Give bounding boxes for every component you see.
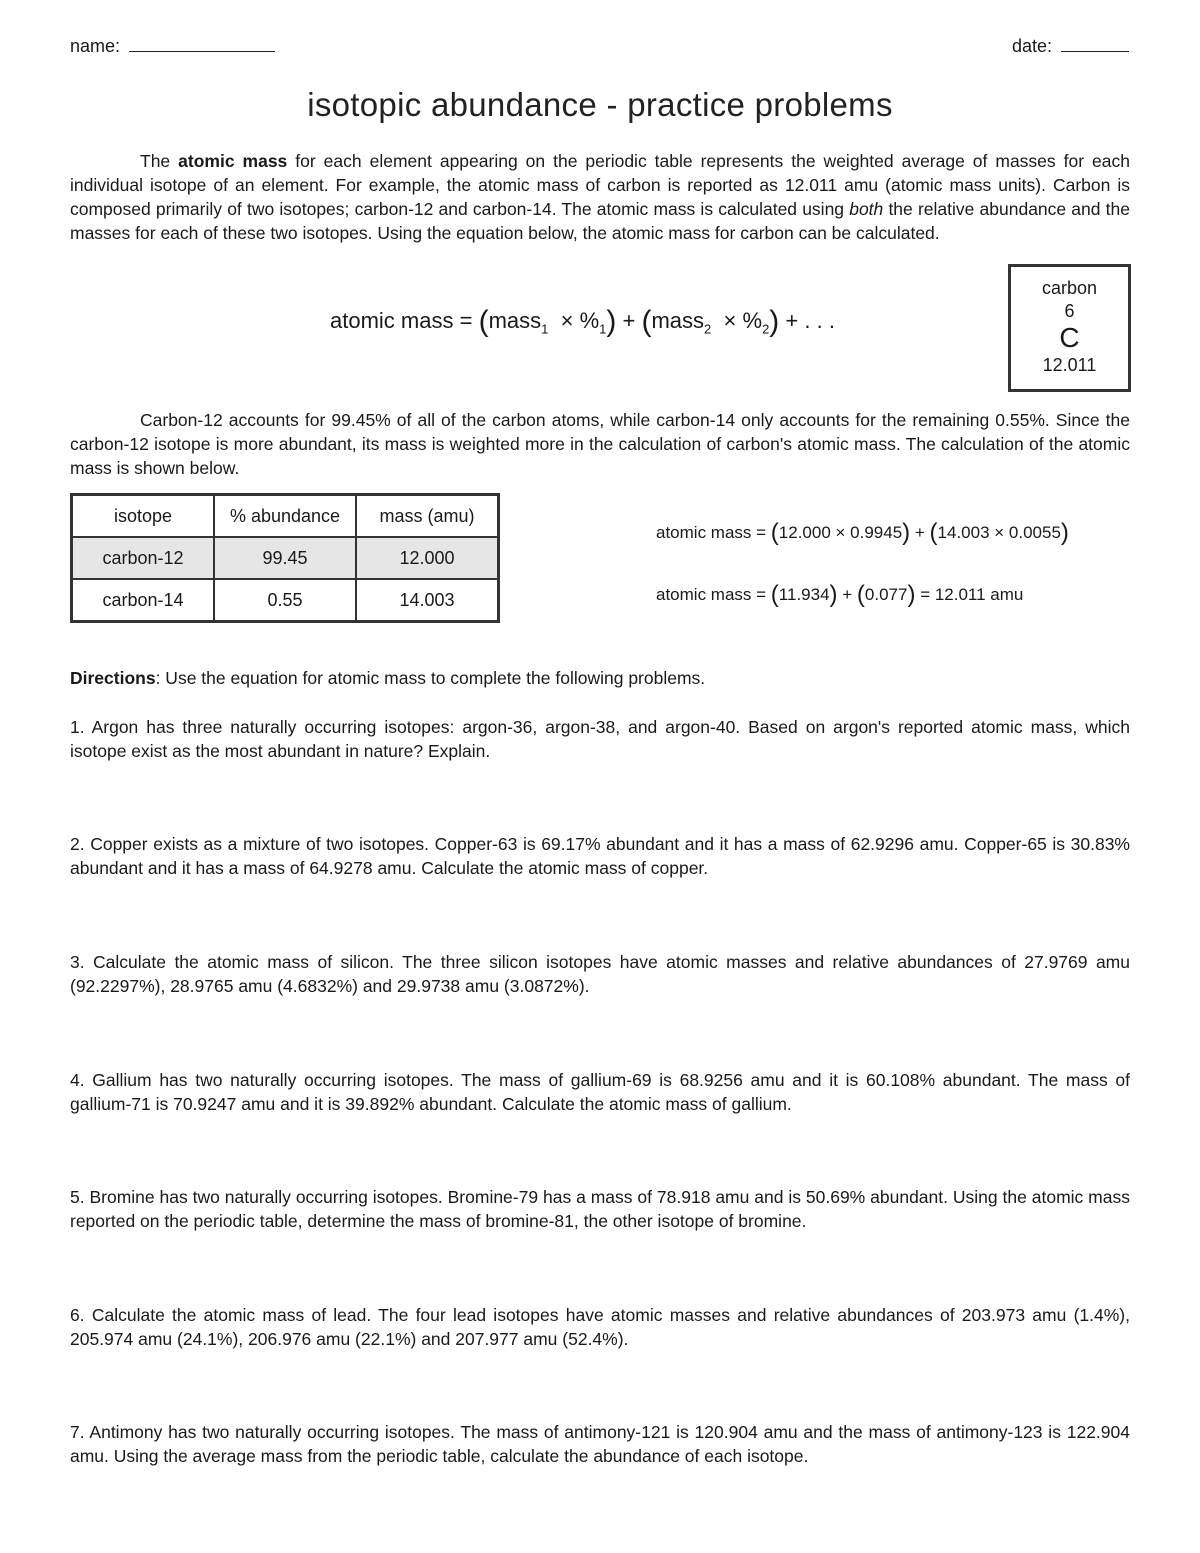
eq-percent2: % xyxy=(742,308,763,333)
eq-plus: + xyxy=(622,308,636,333)
eq-times2: × xyxy=(723,308,737,333)
calc1-term-a: 12.000 × 0.9945 xyxy=(778,523,903,542)
atomic-mass-equation: atomic mass = (mass$_1$ × $\%_1$) + (mass$_2$ × $\%_2$) + . . . xyxy=(330,305,835,338)
name-label: name: xyxy=(70,36,121,56)
calc1-term-b: 14.003 × 0.0055 xyxy=(937,523,1061,542)
calc2-lhs: atomic mass = xyxy=(656,585,767,604)
name-field xyxy=(70,36,275,57)
calc-line-1: atomic mass = (12.000 × 0.9945) + (14.003 × 0.0055) xyxy=(656,519,1069,546)
table-cell: 99.45 xyxy=(214,537,356,579)
eq-times1: × xyxy=(560,308,574,333)
eq-sub2: 2 xyxy=(704,321,712,337)
calc2-term-b: 0.077 xyxy=(864,585,908,604)
intro-paragraph xyxy=(70,149,1130,245)
intro-part1: The xyxy=(140,151,179,171)
intro-bold-term: atomic mass xyxy=(178,151,288,171)
table-cell: 12.000 xyxy=(356,537,499,579)
question-5: 5. Bromine has two naturally occurring isotopes. Bromine-79 has a mass of 78.918 amu and is 50.69% abundant. Using the atomic mass reported on the periodic table, determine the mass of bromine-81, the other isotope of bromine. xyxy=(70,1187,1130,1231)
directions-label: Directions xyxy=(70,668,156,688)
eq-mass2: mass xyxy=(651,308,705,333)
calc1-lhs: atomic mass = xyxy=(656,523,767,542)
eq-mass1: mass xyxy=(488,308,542,333)
question-1: 1. Argon has three naturally occurring isotopes: argon-36, argon-38, and argon-40. Based on argon's reported atomic mass, which isotope exist as the most abundant in nature? Explain. xyxy=(70,717,1130,761)
name-blank[interactable] xyxy=(129,37,275,52)
intro-part2: for each element appearing on the periodic table represents the weighted average of masses for each individual isotope of an element. For example, the atomic mass of carbon is reported as 12.011 amu (atomic mass units). Carbon is composed primarily of two isotopes; carbon-12 and carbon-14. The atomic mass is calculated using xyxy=(70,151,1130,219)
eq-ellipsis: + . . . xyxy=(785,308,835,333)
table-header-row xyxy=(72,495,499,538)
isotope-table xyxy=(70,493,500,623)
calc2-term-a: 11.934 xyxy=(778,585,830,604)
element-name: carbon xyxy=(1041,278,1098,298)
question-3: 3. Calculate the atomic mass of silicon. The three silicon isotopes have atomic masses and relative abundances of 27.9769 amu (92.2297%), 28.9765 amu (4.6832%) and 29.9738 amu (3.0872%). xyxy=(70,952,1130,996)
date-blank[interactable] xyxy=(1061,37,1129,52)
table-cell: carbon-14 xyxy=(72,579,215,622)
element-mass: 12.011 xyxy=(1042,355,1097,375)
table-header: isotope xyxy=(72,495,215,538)
page-title: isotopic abundance - practice problems xyxy=(307,86,893,123)
carbon-paragraph xyxy=(70,408,1130,480)
date-label: date: xyxy=(1012,36,1053,56)
eq-sub1b: 1 xyxy=(599,321,607,337)
directions-text: : Use the equation for atomic mass to complete the following problems. xyxy=(155,668,706,688)
carbon-element-tile xyxy=(1008,264,1131,392)
eq-lhs: atomic mass = xyxy=(330,308,473,333)
intro-part3: the relative abundance and the masses for each of these two isotopes. Using the equation below, the atomic mass for carbon can be calculated. xyxy=(70,199,1130,243)
question-4: 4. Gallium has two naturally occurring isotopes. The mass of gallium-69 is 68.9256 amu and it is 60.108% abundant. The mass of gallium-71 is 70.9247 amu and it is 39.892% abundant. Calculate the atomic mass of gallium. xyxy=(70,1070,1130,1114)
question-6: 6. Calculate the atomic mass of lead. The four lead isotopes have atomic masses and relative abundances of 203.973 amu (1.4%), 205.974 amu (24.1%), 206.976 amu (22.1%) and 207.977 amu (52.4%). xyxy=(70,1305,1130,1349)
eq-percent1: % xyxy=(579,308,600,333)
table-cell: 0.55 xyxy=(214,579,356,622)
eq-sub1: 1 xyxy=(541,321,549,337)
carbon-paragraph-text: Carbon-12 accounts for 99.45% of all of the carbon atoms, while carbon-14 only accounts for the remaining 0.55%. Since the carbon-12 isotope is more abundant, its mass is weighted more in the calculation of carbon's atomic mass. The calculation of the atomic mass is shown below. xyxy=(70,410,1130,478)
calc-line-2: atomic mass = (11.934) + (0.077) = 12.011 amu xyxy=(656,581,1024,608)
table-row xyxy=(72,579,499,622)
question-7: 7. Antimony has two naturally occurring isotopes. The mass of antimony-121 is 120.904 amu and the mass of antimony-123 is 122.904 amu. Using the average mass from the periodic table, calculate the abundance of each isotope. xyxy=(70,1422,1130,1466)
date-field xyxy=(1012,36,1129,57)
table-header: mass (amu) xyxy=(356,495,499,538)
table-cell: carbon-12 xyxy=(72,537,215,579)
element-number: 6 xyxy=(1064,301,1075,321)
directions xyxy=(70,668,705,689)
intro-italic: both xyxy=(849,199,884,219)
calc2-result: = 12.011 amu xyxy=(920,585,1024,604)
eq-sub2b: 2 xyxy=(762,321,770,337)
table-header: % abundance xyxy=(214,495,356,538)
table-cell: 14.003 xyxy=(356,579,499,622)
question-2: 2. Copper exists as a mixture of two isotopes. Copper-63 is 69.17% abundant and it has a mass of 62.9296 amu. Copper-65 is 30.83% abundant and it has a mass of 64.9278 amu. Calculate the atomic mass of copper. xyxy=(70,834,1130,878)
element-symbol: C xyxy=(1059,322,1080,353)
table-row xyxy=(72,537,499,579)
